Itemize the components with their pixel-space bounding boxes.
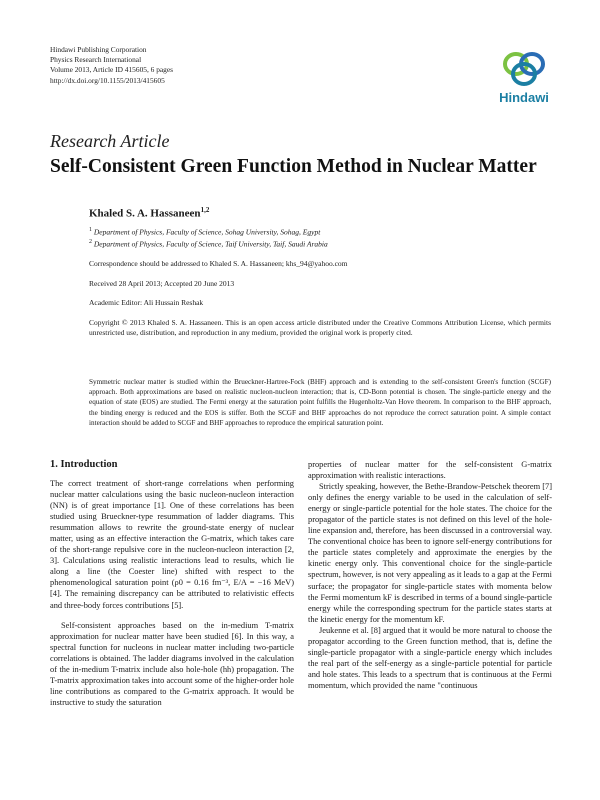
article-type: Research Article [50,131,170,151]
dates: Received 28 April 2013; Accepted 20 June 2013 [89,279,235,288]
section-heading: 1. Introduction [50,459,118,470]
journal-name: Physics Research International [50,55,142,65]
page-title: Self-Consistent Green Function Method in Nuclear Matter [50,156,537,177]
volume-line: Volume 2013, Article ID 415605, 6 pages [50,65,174,75]
author-name [89,206,209,220]
author-affil-sup: 1,2 [200,206,210,214]
column-left [50,458,294,708]
hindawi-logo-text: Hindawi [499,90,549,105]
paragraph: Self-consistent approaches based on the in-medium T-matrix approximation for nuclear matter have been studied [6]. In this way, a spectral function for nucleons in nuclear matter including two-particle correlations is obtained. The ladder diagrams involved in the calculation of the in-medium T-matrix include also hole-hole (hh) propagation. The T-matrix approximation takes into account some of the higher-order hole line contributions as compared to the G-matrix approach. It would be instructive to study the saturation [50,620,294,707]
paragraph: Strictly speaking, however, the Bethe-Brandow-Petschek theorem [7] only defines the energy variable to be used in the calculation of self-energy or single-particle potential for the hole states. The choice for the propagator of the particle states is not defined on this level of the hole-line expansion and, therefore, has been discussed in a controversial way. The conventional choice has been to ignore self-energy contributions for the particle states completely and approximate the energies by the kinetic energy only. This conventional choice for the single-particle spectrum, however, is not very appealing as it leads to a gap at the Fermi surface; the propagator for single-particle states with momenta below the Fermi momentum kF is described in terms of a bound single-particle energy while the corresponding spectrum for the particle states starts at the kinetic energy for the momentum kF. [308,482,552,624]
affiliation-1-sup: 1 [89,227,92,233]
affiliation-1 [89,227,320,237]
journal-header [50,45,173,86]
paragraph: properties of nuclear matter for the self-consistent G-matrix approximation with realistic interactions. [308,460,552,481]
publisher-line: Hindawi Publishing Corporation [50,45,147,54]
doi-link[interactable]: http://dx.doi.org/10.1155/2013/415605 [50,75,165,85]
column-right [308,459,552,691]
paragraph: Jeukenne et al. [8] argued that it would be more natural to choose the propagator according to the Green function method, that is, define the single-particle propagator with a single-particle energy which includes the real part of the self-energy as a single-particle potential for particle and hole states. This leads to a spectrum that is continuous at the Fermi momentum, which provided the name "continuous [308,625,552,690]
affiliation-2-text: Department of Physics, Faculty of Science, Taif University, Taif, Saudi Arabia [93,239,328,249]
affiliation-1-text: Department of Physics, Faculty of Science, Sohag University, Sohag, Egypt [93,227,321,237]
affiliation-2 [89,239,328,249]
correspondence: Correspondence should be addressed to Khaled S. A. Hassaneen; khs_94@yahoo.com [89,259,348,268]
paragraph: The correct treatment of short-range correlations when performing nuclear matter calculations using the basic nucleon-nucleon interaction (NN) is of great importance [1]. One of these correlations has been studied using Brueckner-type resummation of ladder diagrams. This resummation allows to rewrite the ground-state energy of nuclear matter, using as an effective interaction the G-matrix, which takes care of the short-range repulsive core in the nucleon-nucleon interaction [2, 3]. Calculations using realistic interactions lead to results, which lie along a line (the Coester line) shifted with respect to the phenomenological saturation point (ρ0 = 0.16 fm⁻³, E/A = −16 MeV) [4]. The remaining discrepancy can be attributed to relativistic effects and three-body forces contributions [5]. [50,479,294,610]
copyright-notice: Copyright © 2013 Khaled S. A. Hassaneen. This is an open access article distributed under the Creative Commons Attribution License, which permits unrestricted use, distribution, and reproduction in any medium, provided the original work is properly cited. [89,318,551,338]
academic-editor: Academic Editor: Ali Hussain Reshak [89,298,204,307]
author-name-text: Khaled S. A. Hassaneen [89,207,201,220]
abstract: Symmetric nuclear matter is studied within the Brueckner-Hartree-Fock (BHF) approach and is extending to the self-consistent Green's function (SCGF) approach. Both approximations are based on realistic nucleon-nucleon interaction; that is, CD-Bonn potential is chosen. The single-particle energy and the equation of state (EOS) are studied. The Fermi energy at the saturation point fulfills the Hugenholtz-Van Hove theorem. In comparison to the BHF approach, the binding energy is reduced and the EOS is stiffer. Both the SCGF and BHF approaches do not reproduce the correct saturation point. A simple contact interaction should be added to SCGF and BHF approaches to reproduce the empirical saturation point. [89,378,551,427]
affiliation-2-sup: 2 [89,239,92,245]
